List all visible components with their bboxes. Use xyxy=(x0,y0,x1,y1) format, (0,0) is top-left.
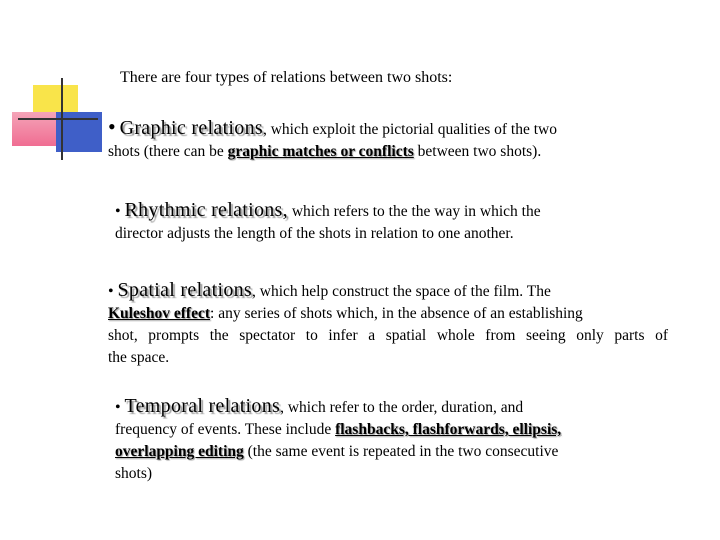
bullet: • xyxy=(108,283,114,300)
term-spatial-relations: Spatial relations xyxy=(117,279,252,301)
emph-kuleshov-effect: Kuleshov effect xyxy=(108,305,211,322)
rhythmic-line1-text: which refers to the the way in which the xyxy=(287,203,541,220)
emph-overlapping-editing: overlapping editing xyxy=(115,443,244,460)
rhythmic-line2-text: director adjusts the length of the shots in relation to one another. xyxy=(115,225,514,242)
emph-graphic-matches: graphic matches or conflicts xyxy=(227,143,414,160)
item-graphic-relations xyxy=(108,116,668,163)
bullet: • xyxy=(115,399,121,416)
graphic-line2-pre: shots (there can be xyxy=(108,143,228,160)
item-rhythmic-relations xyxy=(115,199,675,245)
temporal-line1-text: , which refer to the order, duration, and xyxy=(280,399,524,416)
term-temporal-relations: Temporal relations xyxy=(124,395,281,417)
bullet: • xyxy=(115,203,121,220)
graphic-line2-post: between two shots). xyxy=(413,143,542,160)
temporal-line3-post: (the same event is repeated in the two consecutive xyxy=(243,443,559,460)
item-temporal-relations xyxy=(115,395,645,485)
spatial-line2-post: : any series of shots which, in the absence of an establishing xyxy=(210,305,583,322)
spatial-line3-text: shot, prompts the spectator to infer a spatial whole from seeing only parts of xyxy=(108,327,668,344)
emph-flashbacks: flashbacks, flashforwards, ellipsis, xyxy=(335,421,562,438)
term-graphic-relations: Graphic relations xyxy=(119,117,263,139)
graphic-line1-text: , which exploit the pictorial qualities of the two xyxy=(262,121,557,138)
temporal-line2-pre: frequency of events. These include xyxy=(115,421,336,438)
spatial-line4-text: the space. xyxy=(108,349,170,366)
spatial-line1-text: , which help construct the space of the film. The xyxy=(252,283,551,300)
item-spatial-relations xyxy=(108,279,668,369)
decor-horizontal-line xyxy=(18,118,98,120)
bullet: • xyxy=(108,114,116,139)
intro-text: There are four types of relations between two shots: xyxy=(120,69,453,86)
term-rhythmic-relations: Rhythmic relations, xyxy=(124,199,288,221)
temporal-line4-text: shots) xyxy=(115,465,153,482)
